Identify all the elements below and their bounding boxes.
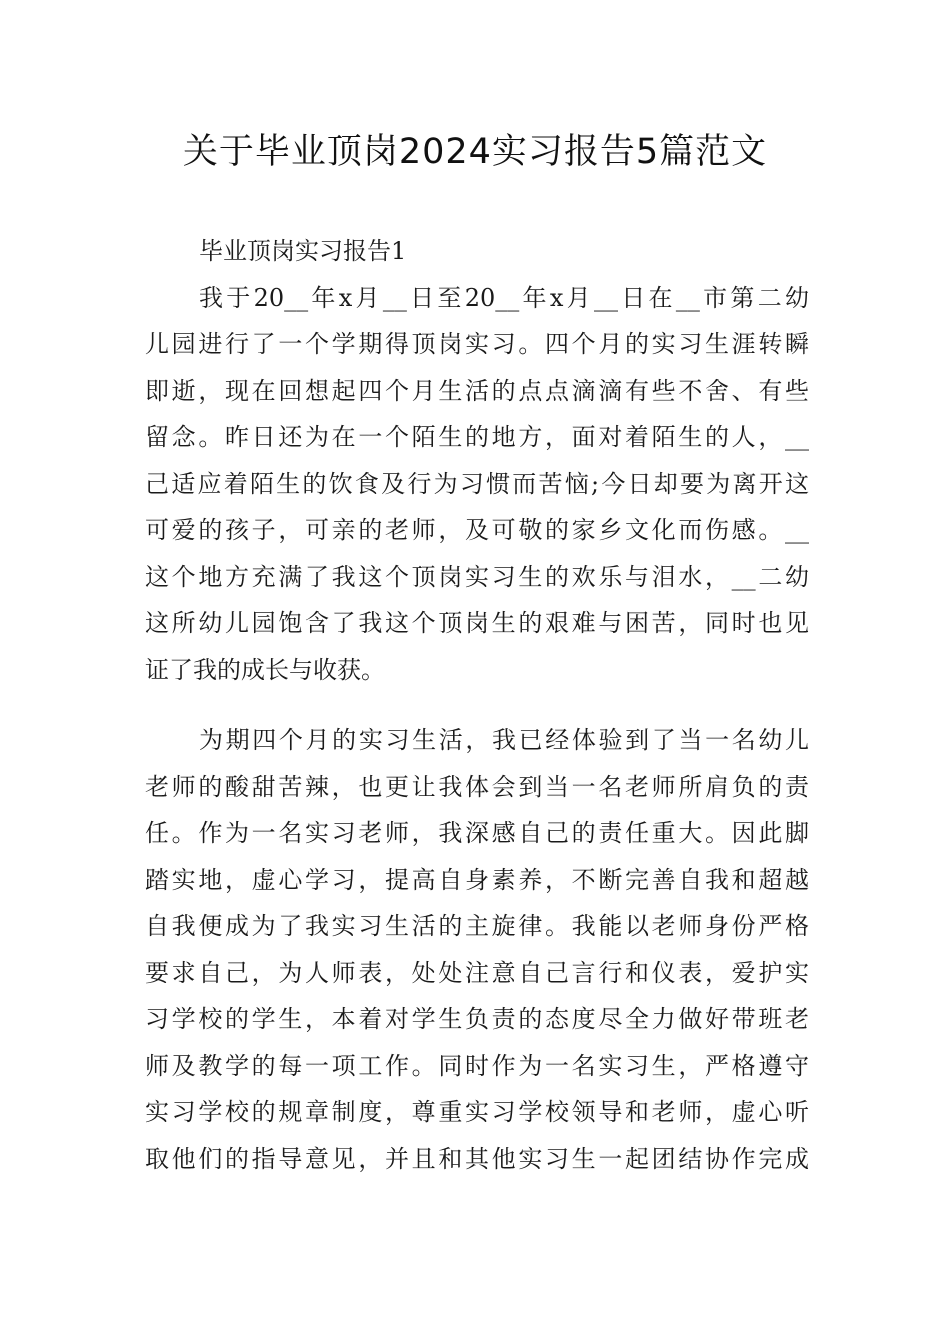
paragraph-line: 可爱的孩子，可亲的老师，及可敬的家乡文化而伤感。__ [145,516,809,544]
page-title: 关于毕业顶岗2024实习报告5篇范文 [182,132,768,172]
paragraph-line: 师及教学的每一项工作。同时作为一名实习生，严格遵守 [145,1051,809,1080]
document-body [145,228,809,1182]
paragraph-line: 任。作为一名实习老师，我深感自己的责任重大。因此脚 [145,819,809,847]
paragraph-line: 我于20__年x月__日至20__年x月__日在__市第二幼 [199,283,809,312]
paragraph-line: 自我便成为了我实习生活的主旋律。我能以老师身份严格 [145,912,809,940]
paragraph-line: 即逝，现在回想起四个月生活的点点滴滴有些不舍、有些 [145,376,809,405]
paragraph-1 [145,275,809,694]
paragraph-line: 为期四个月的实习生活，我已经体验到了当一名幼儿 [199,726,809,754]
section-heading: 毕业顶岗实习报告1 [199,237,407,265]
paragraph-gap [145,693,809,717]
paragraph-line: 老师的酸甜苦辣，也更让我体会到当一名老师所肩负的责 [145,772,809,801]
paragraph-line: 踏实地，虚心学习，提高自身素养，不断完善自我和超越 [145,865,809,894]
paragraph-line: 实习学校的规章制度，尊重实习学校领导和老师，虚心听 [145,1098,809,1126]
paragraph-line: 己适应着陌生的饮食及行为习惯而苦恼;今日却要为离开这 [145,469,809,498]
paragraph-line: 取他们的指导意见，并且和其他实习生一起团结协作完成 [145,1144,809,1173]
paragraph-line: 儿园进行了一个学期得顶岗实习。四个月的实习生涯转瞬 [145,330,809,358]
paragraph-line: 这所幼儿园饱含了我这个顶岗生的艰难与困苦，同时也见 [145,609,809,637]
paragraph-line: 证了我的成长与收获。 [145,655,385,684]
paragraph-line: 这个地方充满了我这个顶岗实习生的欢乐与泪水，__二幼 [145,562,809,591]
paragraph-line: 留念。昨日还为在一个陌生的地方，面对着陌生的人，__ [145,423,809,451]
paragraph-line: 要求自己，为人师表，处处注意自己言行和仪表，爱护实 [145,958,809,987]
paragraph-line: 习学校的学生，本着对学生负责的态度尽全力做好带班老 [145,1005,809,1033]
paragraph-2 [145,717,809,1182]
